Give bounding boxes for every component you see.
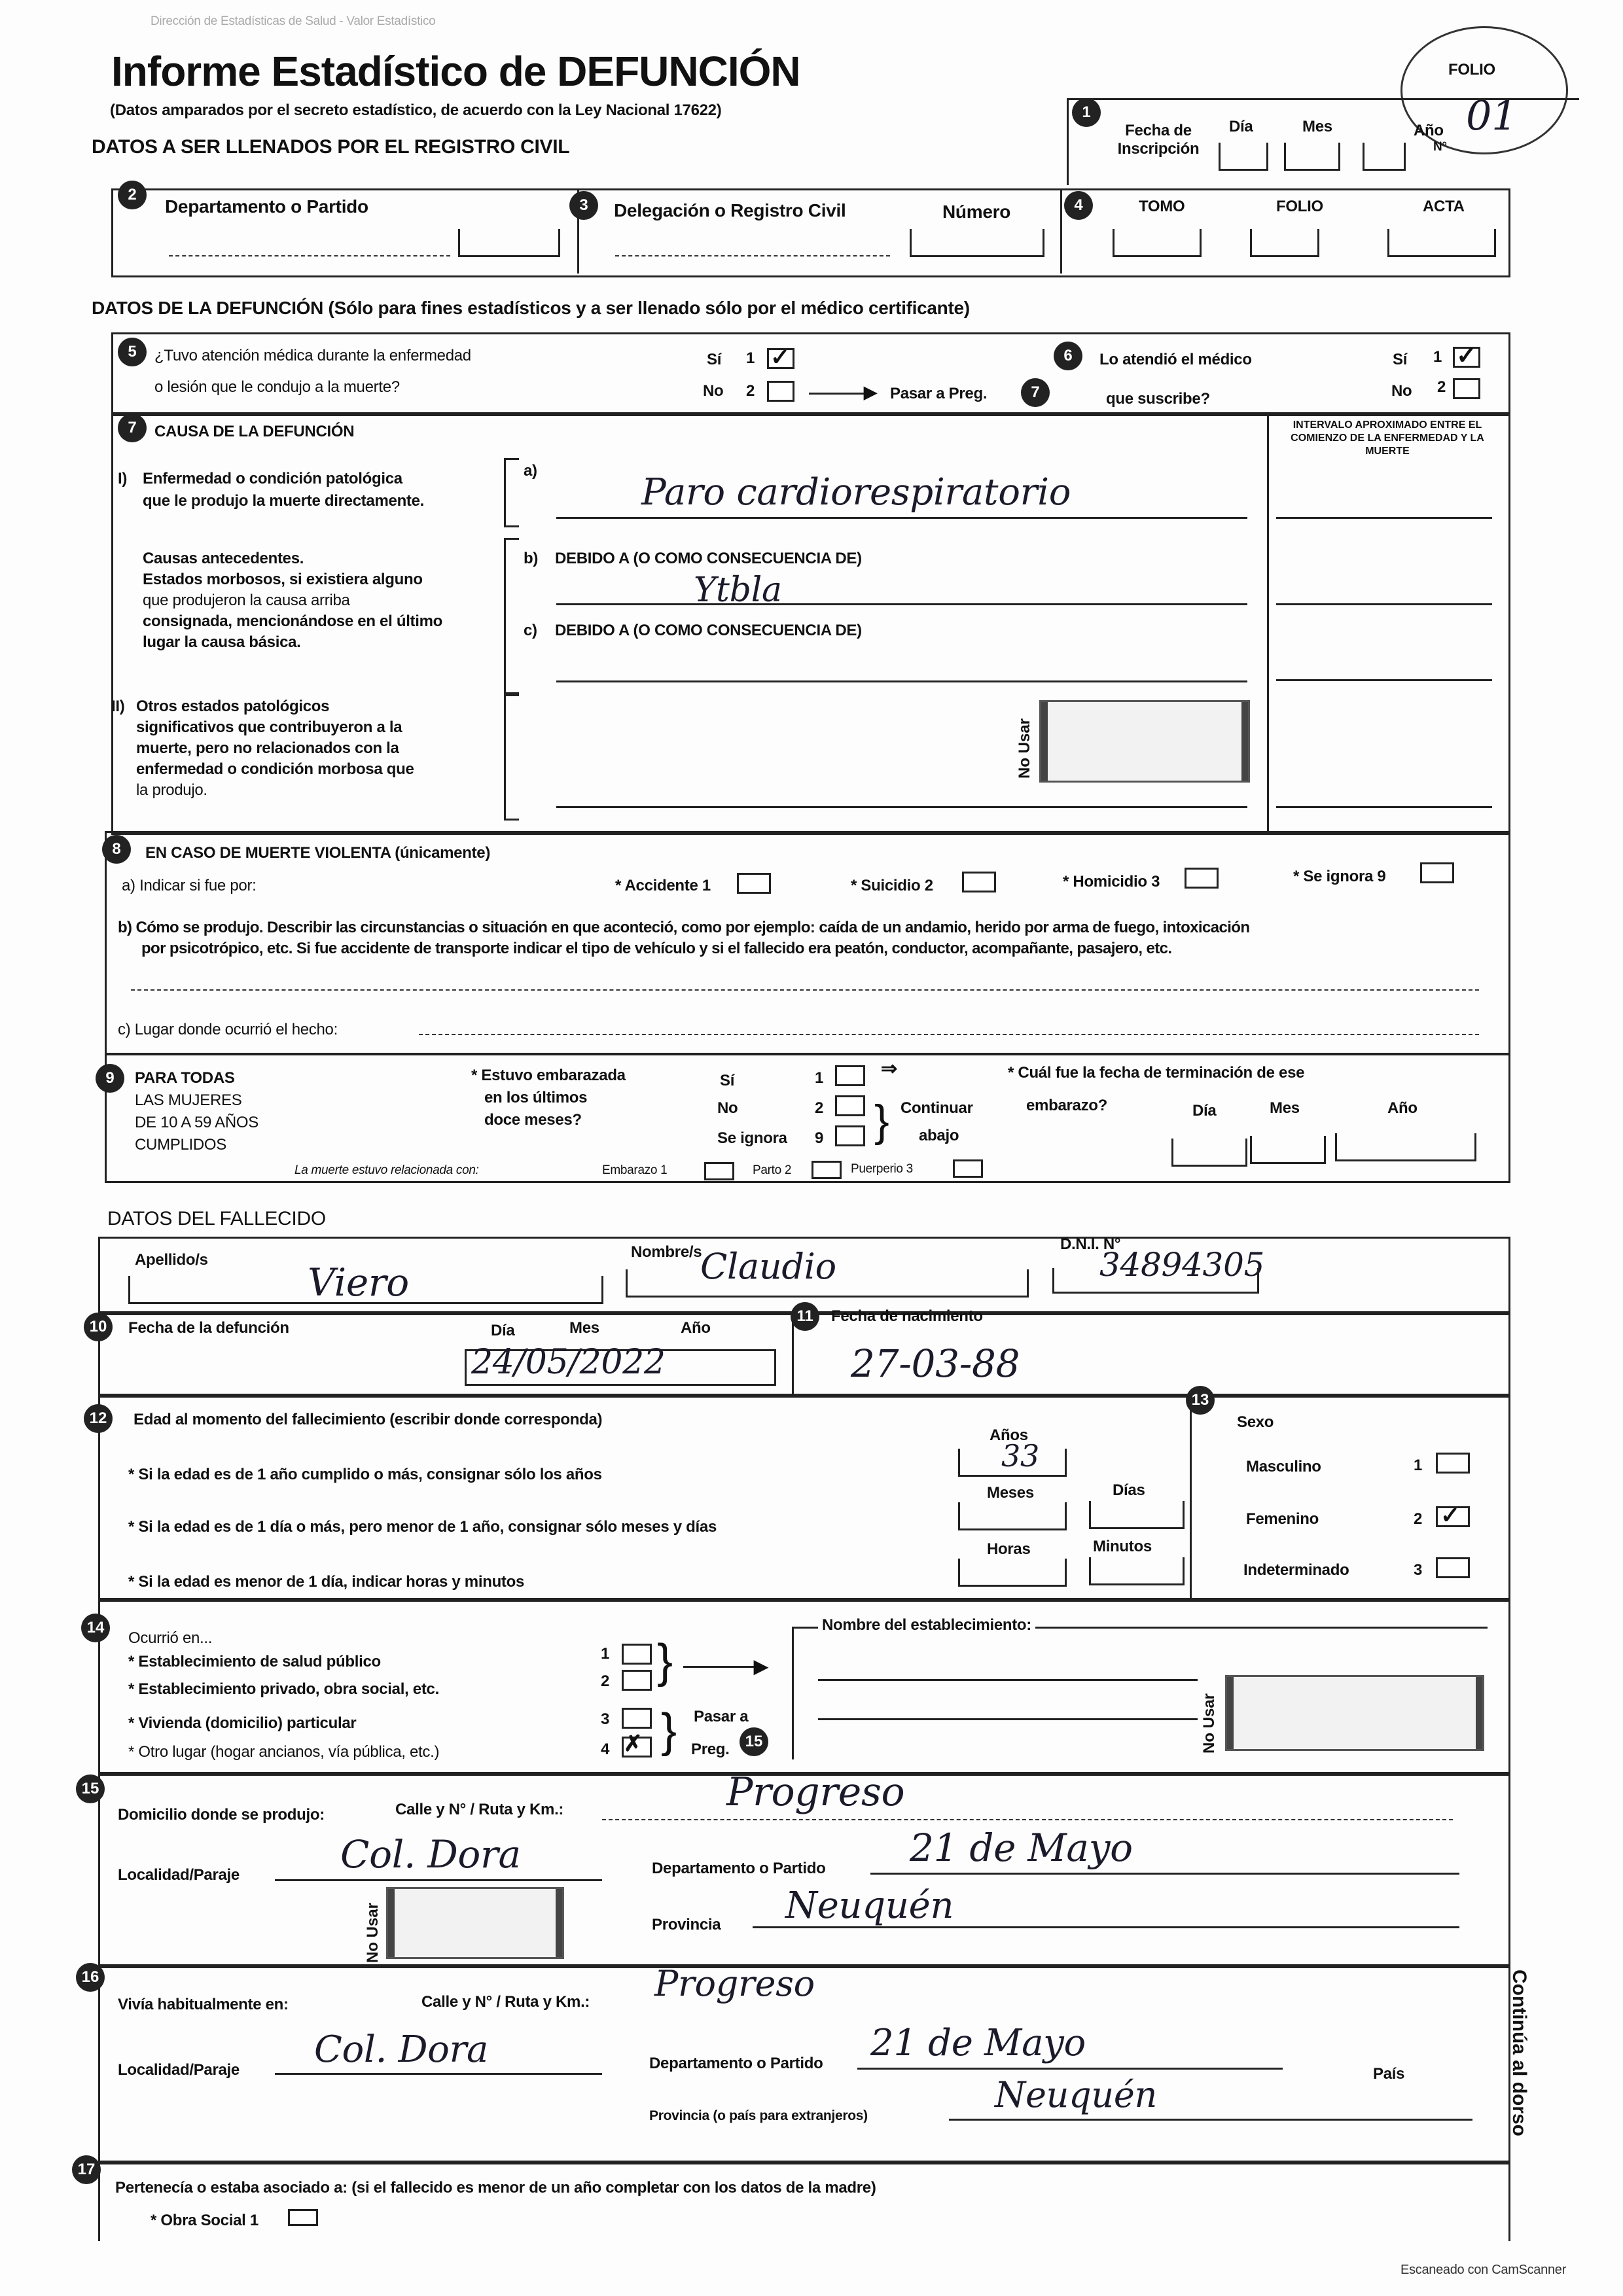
no-usar-label-3: No Usar [364, 1902, 382, 1963]
dias-label: Días [1113, 1481, 1145, 1499]
section-2-badge: 2 [118, 181, 147, 209]
q6-line1: Lo atendió el médico [1099, 351, 1252, 368]
mujeres-l4: CUMPLIDOS [135, 1136, 226, 1154]
habitual-departamento-value: 21 de Mayo [870, 2022, 1086, 2064]
emb-ignora-label: Se ignora [717, 1129, 787, 1147]
habitual-localidad-line[interactable] [275, 2073, 602, 2075]
section-6-badge: 6 [1054, 342, 1082, 370]
delegacion-line[interactable] [615, 255, 890, 256]
indeterminado-checkbox[interactable] [1436, 1557, 1470, 1578]
mujeres-l1: PARA TODAS [135, 1069, 235, 1087]
camscanner-watermark: Escaneado con CamScanner [1400, 2263, 1566, 2277]
q6-line2: que suscribe? [1106, 390, 1210, 408]
ocurrio-arrow-line [683, 1666, 762, 1668]
defuncion-heading: DATOS DE LA DEFUNCIÓN (Sólo para fines estadísticos y a ser llenado sólo por el médico certificante) [92, 298, 970, 318]
emb-si-checkbox[interactable] [835, 1065, 865, 1086]
emb-no-label: No [717, 1099, 738, 1117]
femenino-checkbox[interactable] [1436, 1502, 1470, 1528]
emb-si-num: 1 [815, 1069, 824, 1087]
minutos-label: Minutos [1093, 1538, 1152, 1555]
causa-ante-line1: Causas antecedentes. [143, 550, 304, 567]
embarazada-l2: en los últimos [484, 1089, 588, 1106]
domicilio-localidad-value: Col. Dora [340, 1832, 521, 1877]
registro-civil-heading: DATOS A SER LLENADOS POR EL REGISTRO CIVIL [92, 136, 570, 158]
no-usar-box-3 [386, 1887, 564, 1959]
emb-dia-label: Día [1192, 1102, 1217, 1120]
fecha-nacimiento-label: Fecha de nacimiento [831, 1307, 983, 1325]
q6-si-label: Sí [1393, 351, 1408, 368]
causa-c-line[interactable] [556, 680, 1247, 682]
causa-c-letter: c) [524, 622, 537, 639]
section-10-badge: 10 [84, 1313, 113, 1341]
inscripcion-anio-label: Año [1414, 122, 1444, 139]
domicilio-localidad-label: Localidad/Paraje [118, 1866, 240, 1884]
habitual-localidad-label: Localidad/Paraje [118, 2061, 240, 2079]
cual-fecha-l1: * Cuál fue la fecha de terminación de ese [1008, 1064, 1305, 1082]
ocurrio-num-1: 1 [601, 1645, 610, 1663]
section-7-ref-badge: 7 [1021, 378, 1050, 407]
nombre-label: Nombre/s [631, 1243, 702, 1261]
q5-line1: ¿Tuvo atención médica durante la enfermedad [154, 347, 471, 364]
establecimiento-line-1[interactable] [818, 1679, 1198, 1681]
rel-puerperio-checkbox[interactable] [953, 1159, 983, 1178]
causa-bc-bracket [504, 538, 519, 696]
ocurrio-otro-checkbox[interactable] [622, 1731, 652, 1757]
q5-pasar-label: Pasar a Preg. [890, 385, 988, 402]
emb-anio-field[interactable] [1335, 1133, 1476, 1161]
ocurrio-brace-1: } [657, 1635, 673, 1687]
section-4-badge: 4 [1064, 191, 1093, 220]
rel-embarazo-label: Embarazo 1 [602, 1163, 668, 1177]
violenta-title: EN CASO DE MUERTE VIOLENTA (únicamente) [145, 844, 491, 862]
nombre-value: Claudio [700, 1246, 836, 1287]
violenta-b-line2: por psicotrópico, etc. Si fue accidente de transporte indicar el tipo de vehículo y si el fallecido era peatón, conductor, acompañante, pasajero, etc. [141, 940, 1172, 957]
q6-no-num: 2 [1437, 378, 1446, 396]
anios-value: 33 [1001, 1438, 1039, 1474]
homicidio-label: * Homicidio 3 [1063, 873, 1160, 891]
no-usar-box-1 [1039, 700, 1250, 783]
sexo-label: Sexo [1237, 1413, 1274, 1431]
inscripcion-anio-field[interactable] [1363, 143, 1406, 171]
mujeres-l3: DE 10 A 59 AÑOS [135, 1114, 259, 1131]
femenino-check-mark: ✓ [1440, 1502, 1460, 1528]
q6-si-num: 1 [1433, 348, 1442, 366]
folio-field[interactable] [1250, 229, 1319, 257]
inscripcion-mes-field[interactable] [1284, 143, 1340, 171]
section-14-badge: 14 [81, 1614, 110, 1642]
tomo-label: TOMO [1139, 198, 1185, 215]
rel-puerperio-label: Puerperio 3 [851, 1162, 913, 1176]
dni-label: D.N.I. N° [1060, 1235, 1121, 1253]
no-usar-label-1: No Usar [1016, 718, 1033, 779]
q6-si-checkbox[interactable] [1453, 342, 1480, 370]
obra-social-checkbox[interactable] [288, 2209, 318, 2226]
domicilio-calle-line[interactable] [602, 1819, 1453, 1820]
mujeres-l2: LAS MUJERES [135, 1091, 242, 1109]
emb-anio-label: Año [1387, 1099, 1418, 1117]
section-3-badge: 3 [569, 191, 598, 220]
domicilio-departamento-label: Departamento o Partido [652, 1860, 826, 1877]
inscripcion-numero-label: N° [1433, 140, 1447, 154]
ocurrio-num-4: 4 [601, 1740, 610, 1758]
ocurrio-vivienda: * Vivienda (domicilio) particular [128, 1714, 357, 1732]
continuar-label: Continuar [901, 1099, 973, 1117]
inscripcion-dia-field[interactable] [1219, 143, 1268, 171]
acta-label: ACTA [1423, 198, 1465, 215]
emb-ignora-num: 9 [815, 1129, 824, 1147]
otros-line2: significativos que contribuyeron a la [136, 718, 402, 736]
causa-a-bracket [504, 458, 519, 527]
departamento-code-field[interactable] [458, 229, 560, 257]
habitual-label: Vivía habitualmente en: [118, 1996, 289, 2013]
habitual-calle-label: Calle y N° / Ruta y Km.: [421, 1993, 590, 2011]
section-1-badge: 1 [1072, 98, 1101, 127]
q5-si-checkbox[interactable] [767, 344, 794, 370]
causa-c-debido: DEBIDO A (O COMO CONSECUENCIA DE) [555, 622, 862, 639]
violenta-b-answer-line[interactable] [131, 989, 1479, 991]
def-anio-label: Año [681, 1319, 711, 1337]
ocurrio-label: Ocurrió en... [128, 1629, 213, 1647]
suicidio-checkbox[interactable] [962, 872, 996, 892]
meses-label: Meses [987, 1484, 1034, 1502]
section-8-badge: 8 [102, 835, 131, 864]
departamento-label: Departamento o Partido [165, 196, 368, 217]
q5-no-label: No [703, 382, 724, 400]
emb-ignora-checkbox[interactable] [835, 1125, 865, 1146]
causa-a-value: Paro cardiorespiratorio [641, 471, 1071, 514]
q5-box [111, 332, 1510, 416]
q5-arrow-icon: ▶ [864, 382, 877, 402]
violenta-c-label: c) Lugar donde ocurrió el hecho: [118, 1021, 338, 1038]
inscripcion-dia-label: Día [1229, 118, 1253, 135]
domicilio-provincia-value: Neuquén [785, 1884, 954, 1927]
no-usar-box-2 [1225, 1675, 1484, 1751]
edad-sexo-divider [1190, 1394, 1192, 1598]
masculino-label: Masculino [1246, 1458, 1321, 1475]
establecimiento-line-2[interactable] [818, 1718, 1198, 1720]
section-12-badge: 12 [84, 1404, 113, 1433]
ignora-checkbox[interactable] [1420, 862, 1454, 883]
edad-label: Edad al momento del fallecimiento (escribir donde corresponda) [134, 1411, 603, 1428]
ocurrio-brace-2: } [661, 1704, 677, 1757]
minutos-field[interactable] [1089, 1557, 1185, 1585]
ocurrio-privado-checkbox[interactable] [622, 1670, 652, 1691]
otros-line[interactable] [556, 806, 1247, 808]
delegacion-label: Delegación o Registro Civil [614, 200, 846, 221]
causa-ante-line4: consignada, mencionándose en el último [143, 612, 443, 630]
emb-dia-field[interactable] [1171, 1139, 1247, 1167]
nombre-field[interactable] [626, 1269, 1029, 1298]
habitual-provincia-label: Provincia (o país para extranjeros) [649, 2108, 868, 2123]
tomo-field[interactable] [1113, 229, 1202, 257]
emb-brace: } [874, 1096, 889, 1146]
causa-ante-line2: Estados morbosos, si existiera alguno [143, 571, 423, 588]
femenino-label: Femenino [1246, 1510, 1319, 1528]
embarazada-l1: * Estuvo embarazada [471, 1067, 626, 1084]
accidente-label: * Accidente 1 [615, 877, 711, 894]
otros-line3: muerte, pero no relacionados con la [136, 739, 399, 757]
ocurrio-arrow-icon: ▶ [754, 1656, 768, 1676]
obra-social-label: * Obra Social 1 [151, 2212, 259, 2229]
dni-value: 34894305 [1099, 1246, 1265, 1284]
section-9-badge: 9 [96, 1064, 124, 1093]
fecha-defuncion-label: Fecha de la defunción [128, 1319, 289, 1337]
emb-arrow-icon: ⇒ [881, 1058, 897, 1080]
violenta-b-line1: b) Cómo se produjo. Describir las circunstancias o situación en que aconteció, como por ejemplo: caída de un andamio, herido por arma de fuego, intoxicación [118, 919, 1250, 936]
domicilio-departamento-value: 21 de Mayo [910, 1826, 1133, 1870]
registro-divider-2 [1060, 188, 1062, 274]
apellido-field[interactable] [128, 1276, 603, 1304]
homicidio-checkbox[interactable] [1185, 868, 1219, 889]
intervalo-c-line[interactable] [1276, 679, 1492, 681]
ocurrio-num-2: 2 [601, 1672, 610, 1690]
dias-field[interactable] [1089, 1501, 1185, 1529]
section-17-badge: 17 [72, 2155, 101, 2184]
causa-enf-line1: Enfermedad o condición patológica [143, 470, 402, 487]
intervalo-otros-line[interactable] [1276, 806, 1492, 808]
habitual-provincia-value: Neuquén [995, 2074, 1157, 2115]
intervalo-divider [1267, 412, 1269, 831]
acta-field[interactable] [1387, 229, 1496, 257]
pertenencia-label: Pertenecía o estaba asociado a: (si el fallecido es menor de un año completar con los datos de la madre) [115, 2179, 876, 2197]
causa-a-letter: a) [524, 462, 537, 480]
ocurrio-vivienda-checkbox[interactable] [622, 1708, 652, 1729]
accidente-checkbox[interactable] [737, 873, 771, 894]
causa-ante-line5: lugar la causa básica. [143, 633, 301, 651]
anios-field[interactable] [958, 1449, 1067, 1477]
q5-si-label: Sí [707, 351, 722, 368]
domicilio-provincia-label: Provincia [652, 1916, 721, 1934]
q6-si-check-mark: ✓ [1456, 342, 1477, 370]
habitual-departamento-label: Departamento o Partido [649, 2055, 823, 2072]
def-dia-label: Día [491, 1322, 515, 1339]
emb-si-label: Sí [720, 1072, 735, 1089]
causa-b-letter: b) [524, 550, 539, 567]
edad-line2: * Si la edad es de 1 día o más, pero menor de 1 año, consignar sólo meses y días [128, 1518, 717, 1536]
section-13-badge: 13 [1186, 1386, 1215, 1415]
violenta-c-line[interactable] [419, 1034, 1479, 1035]
edad-line1: * Si la edad es de 1 año cumplido o más, consignar sólo los años [128, 1466, 602, 1483]
otros-line4: enfermedad o condición morbosa que [136, 760, 414, 778]
no-usar-label-2: No Usar [1200, 1693, 1218, 1754]
section-11-badge: 11 [791, 1302, 819, 1331]
horas-field[interactable] [958, 1559, 1067, 1587]
ocurrio-preg-label: Preg. [691, 1740, 730, 1758]
apellido-value: Viero [308, 1260, 409, 1305]
ocurrio-publico: * Establecimiento de salud público [128, 1653, 381, 1670]
masculino-num: 1 [1414, 1457, 1423, 1474]
causa-b-line[interactable] [556, 603, 1247, 605]
fecha-defuncion-value: 24/05/2022 [471, 1343, 666, 1382]
causa-b-value: Ytbla [694, 571, 782, 610]
edad-line3: * Si la edad es menor de 1 día, indicar horas y minutos [128, 1573, 525, 1591]
q5-no-num: 2 [746, 382, 755, 400]
intervalo-label: INTERVALO APROXIMADO ENTRE EL COMIENZO DE LA ENFERMEDAD Y LA MUERTE [1291, 419, 1484, 457]
habitual-provincia-line[interactable] [949, 2119, 1472, 2121]
cual-fecha-l2: embarazo? [1026, 1097, 1108, 1114]
fecha-nacimiento-value: 27-03-88 [851, 1341, 1020, 1386]
causa-ante-line3: que produjeron la causa arriba [143, 592, 350, 609]
ocurrio-publico-checkbox[interactable] [622, 1644, 652, 1665]
intervalo-b-line[interactable] [1276, 603, 1492, 605]
inscripcion-mes-label: Mes [1302, 118, 1332, 135]
suicidio-label: * Suicidio 2 [851, 877, 933, 894]
meses-field[interactable] [958, 1502, 1067, 1530]
numero-field[interactable] [910, 229, 1044, 257]
relacionada-label: La muerte estuvo relacionada con: [294, 1163, 479, 1177]
domicilio-departamento-line[interactable] [870, 1873, 1459, 1875]
q6-no-checkbox[interactable] [1453, 378, 1480, 399]
causa-b-debido: DEBIDO A (O COMO CONSECUENCIA DE) [555, 550, 862, 567]
emb-no-checkbox[interactable] [835, 1095, 865, 1116]
indeterminado-num: 3 [1414, 1561, 1423, 1579]
otros-line1: Otros estados patológicos [136, 698, 330, 715]
emb-no-num: 2 [815, 1099, 824, 1117]
violenta-a-label: a) Indicar si fue por: [122, 877, 257, 894]
abajo-label: abajo [919, 1127, 959, 1144]
domicilio-calle-value: Progreso [726, 1769, 905, 1815]
emb-mes-field[interactable] [1250, 1136, 1326, 1164]
habitual-pais-label: País [1373, 2065, 1405, 2083]
anios-label: Años [990, 1426, 1028, 1444]
ignora-label: * Se ignora 9 [1293, 868, 1386, 885]
habitual-localidad-value: Col. Dora [314, 2028, 489, 2071]
domicilio-localidad-line[interactable] [275, 1879, 602, 1881]
emb-mes-label: Mes [1270, 1099, 1300, 1117]
pertenencia-box [98, 2161, 1510, 2241]
indeterminado-label: Indeterminado [1243, 1561, 1349, 1579]
numero-label: Número [942, 202, 1010, 222]
folio-number: 01 [1466, 92, 1518, 139]
ocurrio-privado: * Establecimiento privado, obra social, etc. [128, 1680, 439, 1698]
causa-a-line[interactable] [556, 517, 1247, 519]
section-15-badge: 15 [76, 1775, 105, 1803]
ocurrio-otro-check-mark: ✗ [624, 1731, 643, 1756]
causa-enf-line2: que le produjo la muerte directamente. [143, 492, 425, 510]
ocurrio-pasar-label: Pasar a [694, 1708, 749, 1725]
causa-title: CAUSA DE LA DEFUNCIÓN [154, 423, 355, 440]
dni-field[interactable] [1052, 1268, 1259, 1294]
rel-embarazo-checkbox[interactable] [704, 1162, 734, 1180]
causa-roman-1: I) [118, 470, 128, 487]
q5-no-checkbox[interactable] [767, 381, 794, 402]
habitual-departamento-line[interactable] [857, 2068, 1283, 2070]
domicilio-produjo-label: Domicilio donde se produjo: [118, 1806, 325, 1824]
masculino-checkbox[interactable] [1436, 1453, 1470, 1474]
intervalo-a-line[interactable] [1276, 517, 1492, 519]
section-15-ref-badge: 15 [740, 1727, 768, 1756]
otros-bracket [504, 692, 519, 821]
fecha-inscripcion-label: Fecha de Inscripción [1117, 122, 1200, 158]
ocurrio-num-3: 3 [601, 1710, 610, 1728]
q6-no-label: No [1391, 382, 1412, 400]
femenino-num: 2 [1414, 1510, 1423, 1528]
section-7-badge: 7 [118, 414, 147, 442]
q5-si-num: 1 [746, 349, 755, 367]
habitual-calle-value: Progreso [654, 1963, 815, 2004]
causa-roman-2: II) [111, 698, 125, 715]
top-faint-text: Dirección de Estadísticas de Salud - Valor Estadístico [151, 14, 436, 28]
q5-si-check-mark: ✓ [770, 344, 790, 370]
section-16-badge: 16 [76, 1963, 105, 1992]
fallecido-heading: DATOS DEL FALLECIDO [107, 1208, 326, 1229]
embarazada-l3: doce meses? [484, 1111, 582, 1129]
horas-label: Horas [987, 1540, 1031, 1558]
section-5-badge: 5 [118, 338, 147, 366]
establecimiento-label: Nombre del establecimiento: [818, 1616, 1035, 1634]
def-mes-label: Mes [569, 1319, 599, 1337]
q5-line2: o lesión que le condujo a la muerte? [154, 378, 400, 396]
rel-parto-label: Parto 2 [753, 1163, 792, 1177]
otros-line5: la produjo. [136, 781, 207, 799]
ocurrio-otro: * Otro lugar (hogar ancianos, vía pública, etc.) [128, 1743, 440, 1761]
form-subtitle: (Datos amparados por el secreto estadístico, de acuerdo con la Ley Nacional 17622) [110, 101, 722, 119]
folio-stamp-label: FOLIO [1448, 61, 1495, 79]
departamento-line[interactable] [169, 255, 450, 256]
apellido-label: Apellido/s [135, 1251, 208, 1269]
folio-label: FOLIO [1276, 198, 1323, 215]
rel-parto-checkbox[interactable] [812, 1161, 842, 1179]
form-title: Informe Estadístico de DEFUNCIÓN [111, 48, 800, 95]
domicilio-calle-label: Calle y N° / Ruta y Km.: [395, 1801, 564, 1818]
continua-al-dorso: Continúa al dorso [1508, 1969, 1530, 2136]
